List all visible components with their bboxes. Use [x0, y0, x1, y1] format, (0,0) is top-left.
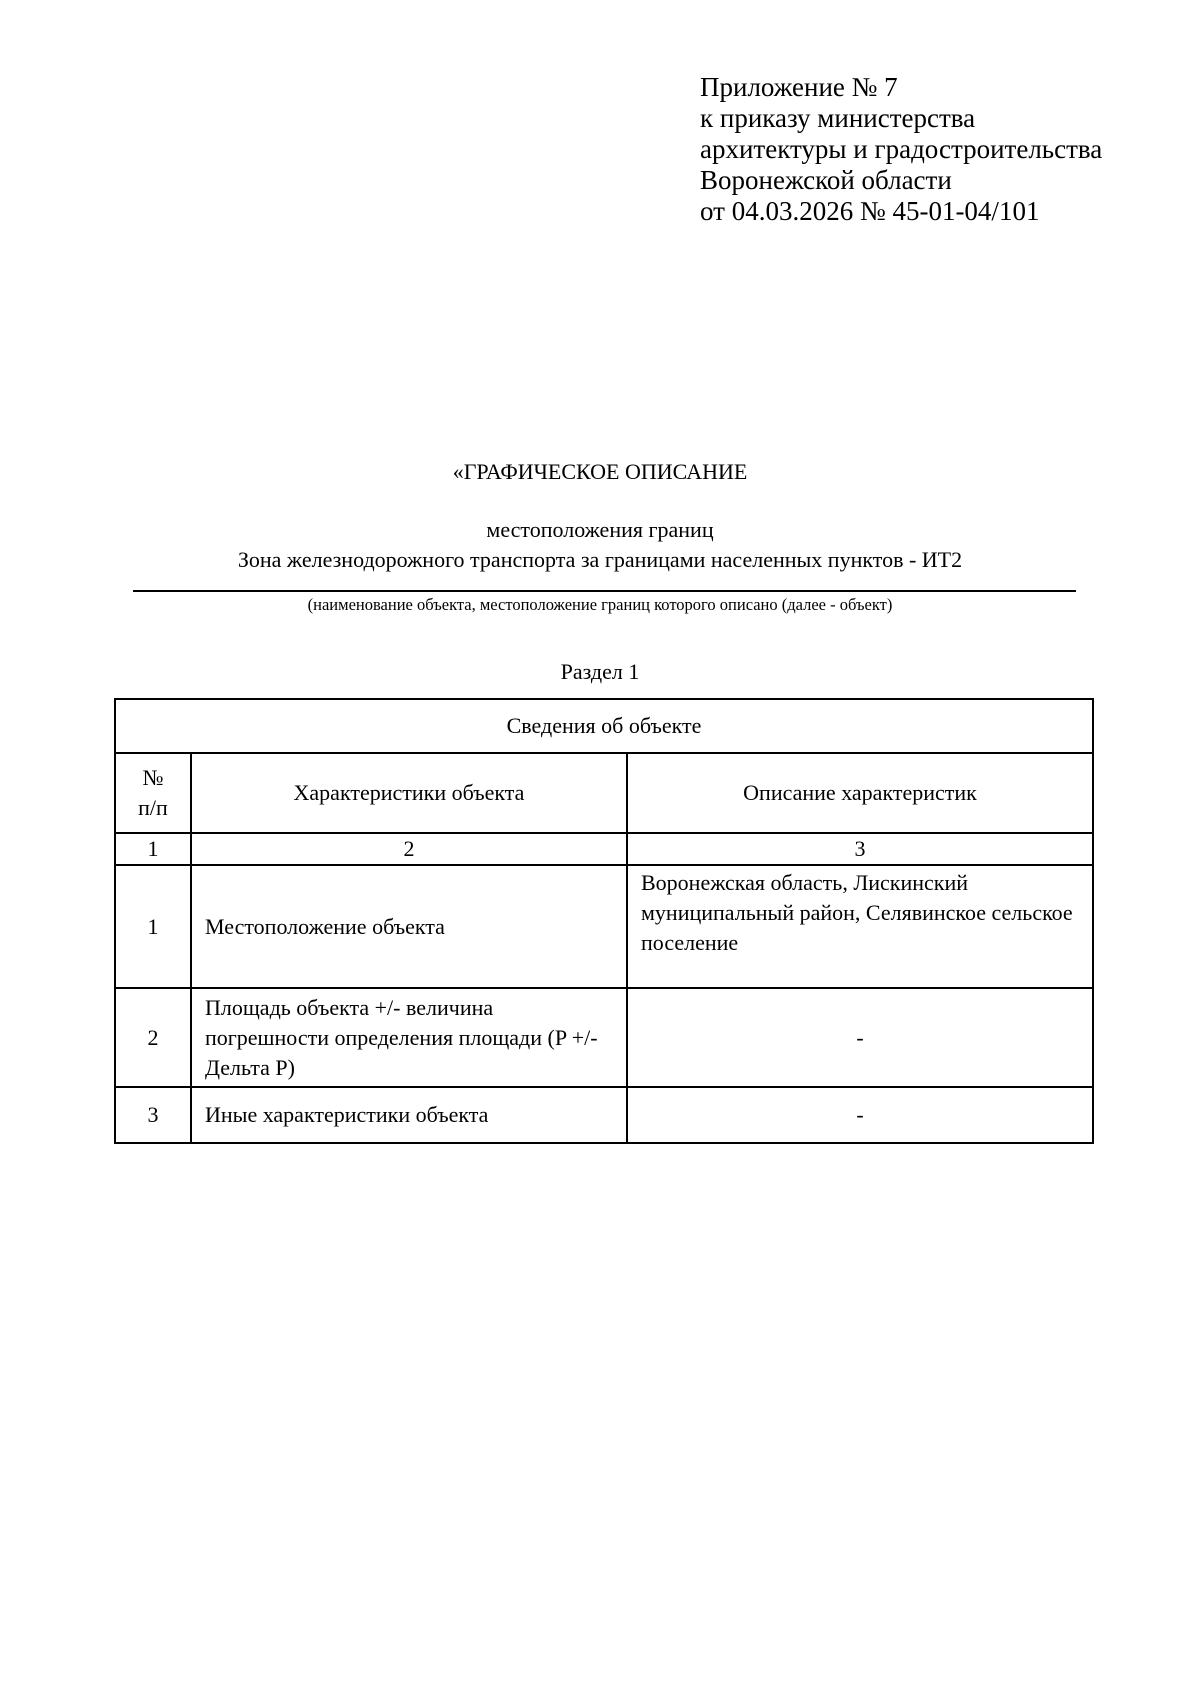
appendix-line: архитектуры и градостроительства — [700, 134, 1103, 164]
table-row — [115, 1087, 1093, 1143]
row-characteristic: Местоположение объекта — [191, 865, 627, 988]
object-name-caption: (наименование объекта, местоположение границ которого описано (далее - объект) — [307, 595, 893, 614]
object-name-underline — [133, 590, 1076, 592]
object-info-table — [114, 698, 1094, 1144]
column-index: 2 — [191, 833, 627, 865]
column-index: 1 — [115, 833, 191, 865]
header-number-line-2: п/п — [138, 795, 168, 820]
header-number-line-1: № — [142, 765, 164, 790]
row-description: - — [627, 1087, 1093, 1143]
header-characteristic: Характеристики объекта — [191, 753, 627, 833]
table-row — [115, 865, 1093, 988]
object-name: Зона железнодорожного транспорта за границами населенных пунктов - ИТ2 — [237, 547, 963, 572]
appendix-line: к приказу министерства — [700, 103, 976, 133]
subtitle-line-1: местоположения границ — [486, 517, 714, 542]
document-subtitle — [0, 515, 1200, 575]
row-characteristic: Площадь объекта +/- величина погрешности определения площади (P +/- Дельта P) — [191, 988, 627, 1087]
row-characteristic: Иные характеристики объекта — [191, 1087, 627, 1143]
table-caption: Сведения об объекте — [115, 699, 1093, 753]
document-title: «ГРАФИЧЕСКОЕ ОПИСАНИЕ — [452, 459, 748, 484]
header-description: Описание характеристик — [627, 753, 1093, 833]
appendix-line: Приложение № 7 — [700, 72, 898, 102]
row-number: 3 — [115, 1087, 191, 1143]
appendix-line: от 04.03.2026 № 45-01-04/101 — [700, 196, 1040, 226]
appendix-block — [700, 72, 1102, 227]
section-label: Раздел 1 — [560, 659, 640, 684]
header-number — [115, 753, 191, 833]
column-index: 3 — [627, 833, 1093, 865]
appendix-line: Воронежской области — [700, 165, 952, 195]
table-row — [115, 988, 1093, 1087]
row-description: Воронежская область, Лискинский муниципальный район, Селявинское сельское поселение — [627, 865, 1093, 988]
row-description: - — [627, 988, 1093, 1087]
row-number: 1 — [115, 865, 191, 988]
row-number: 2 — [115, 988, 191, 1087]
